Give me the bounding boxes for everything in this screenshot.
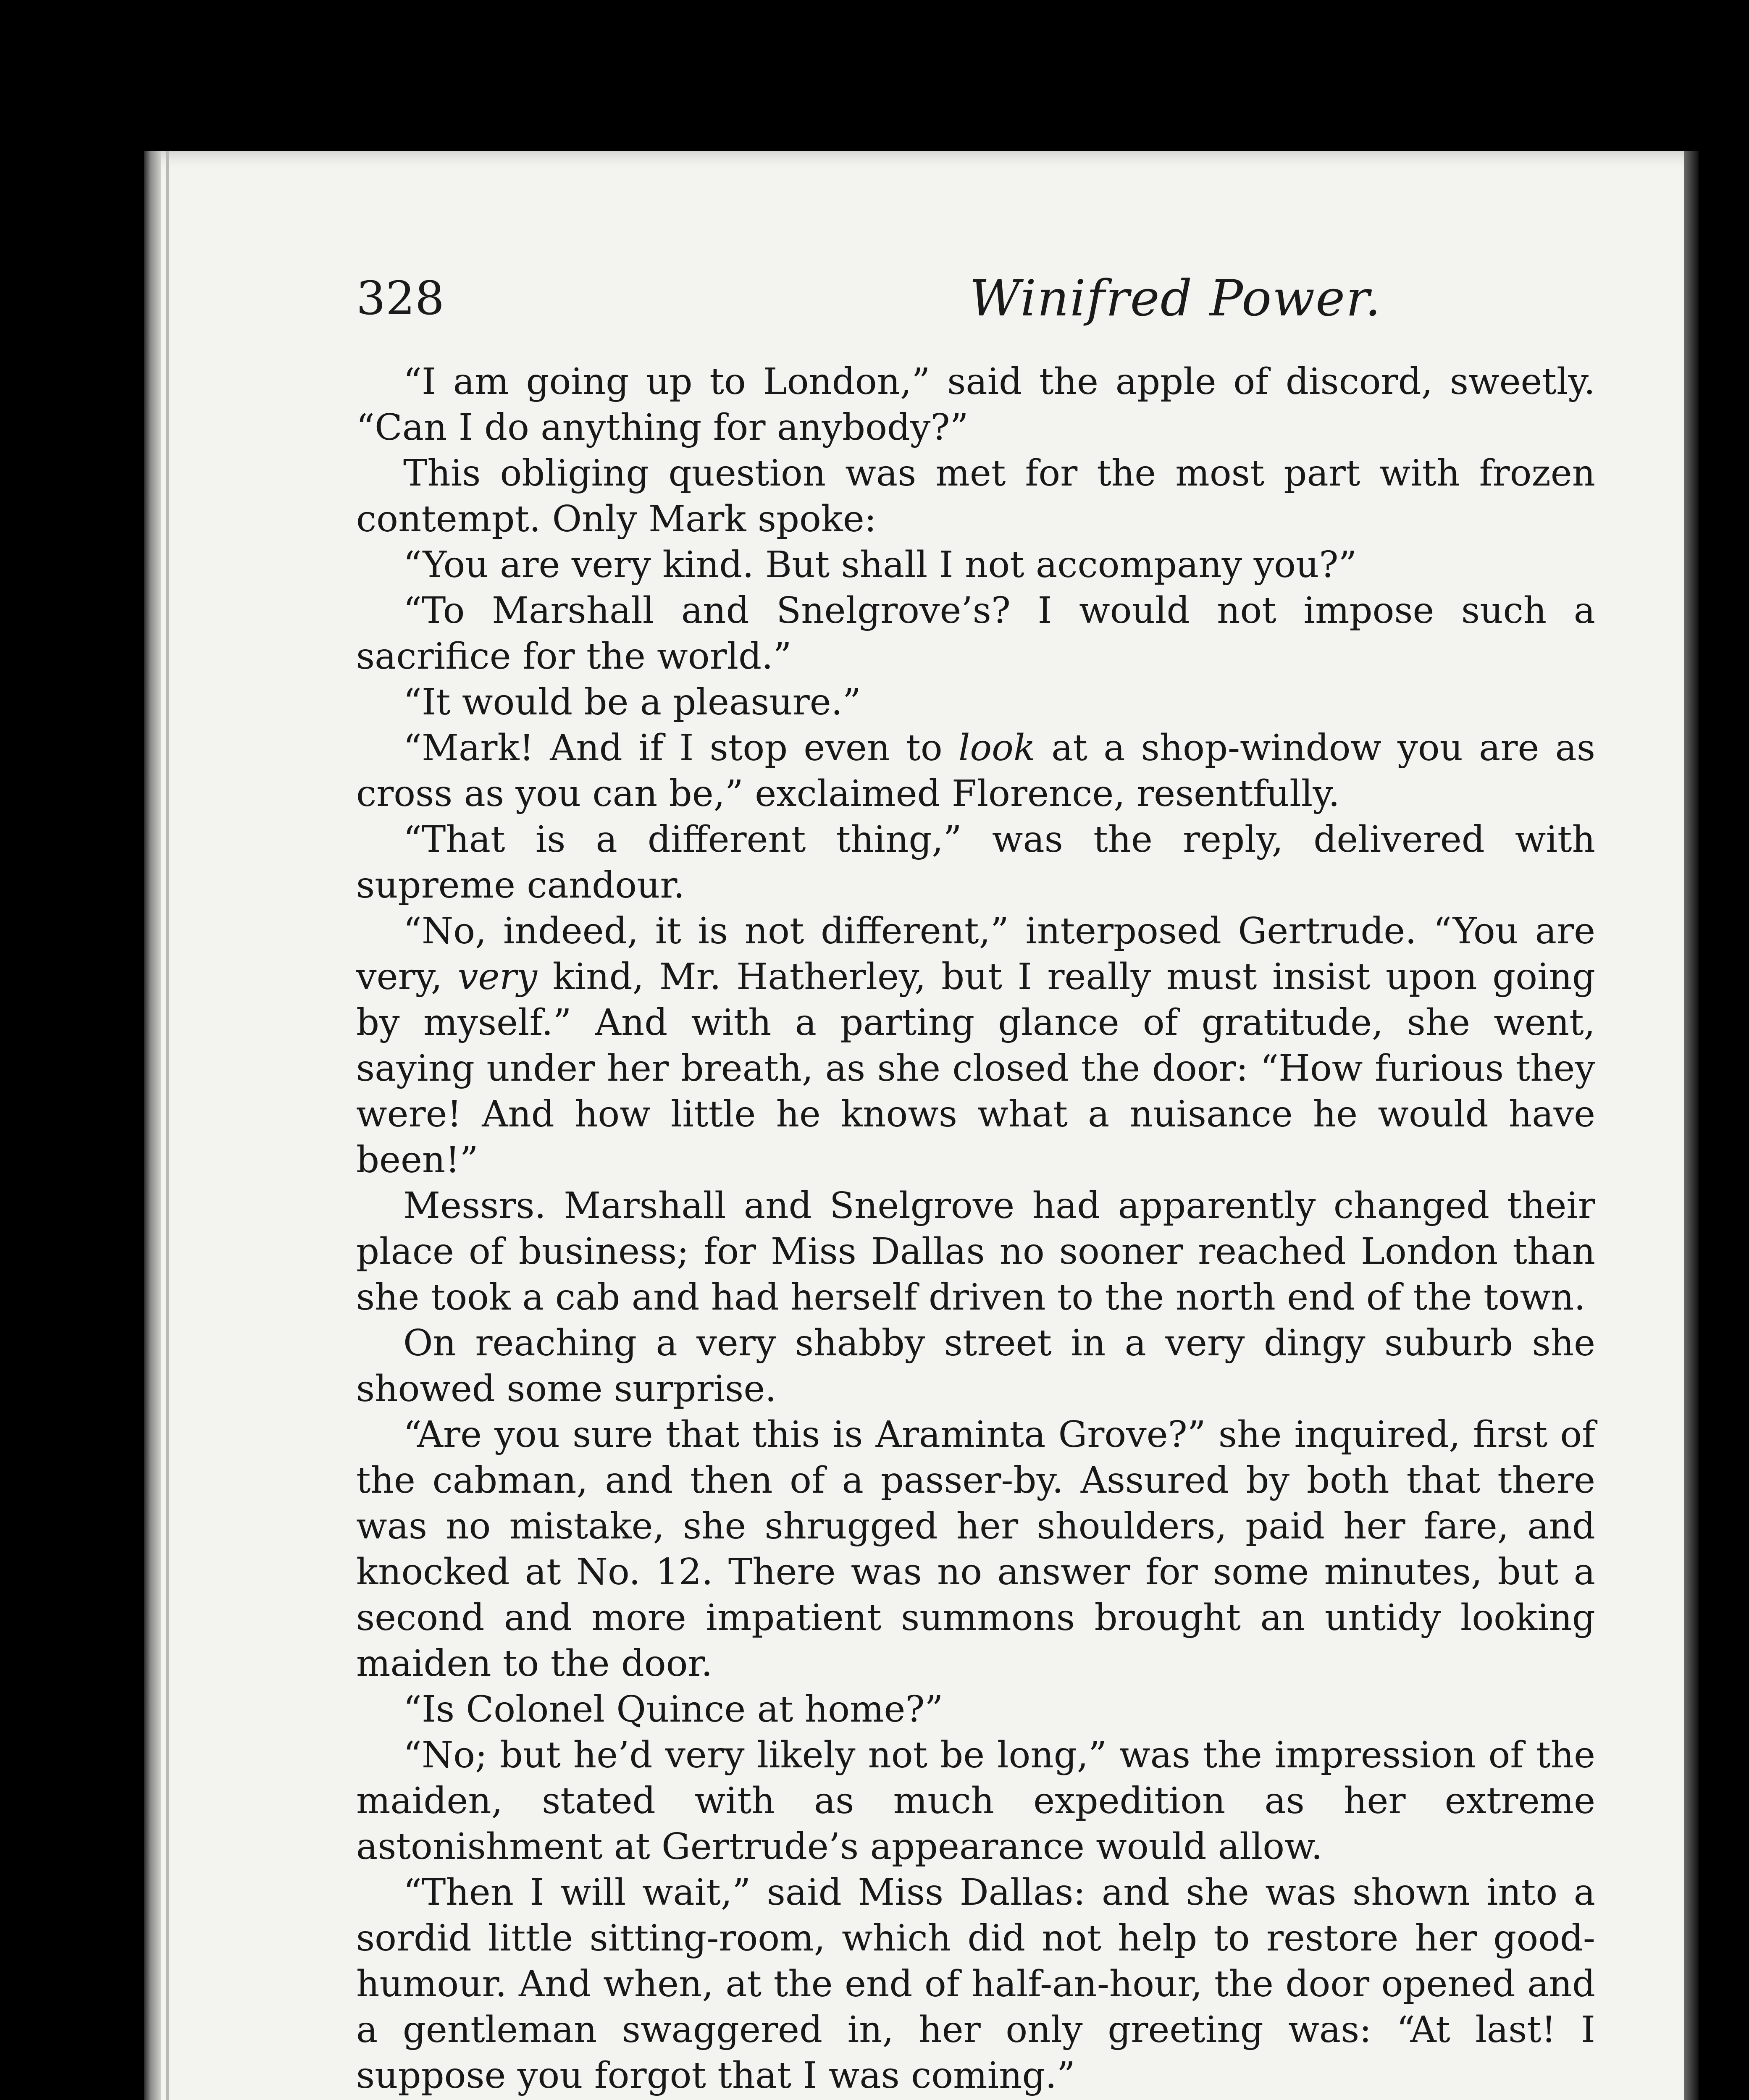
paragraph: On reaching a very shabby street in a very dingy suburb she showed some surprise.: [356, 1322, 1595, 1410]
running-header: [356, 260, 1699, 336]
paragraph: “Are you sure that this is Araminta Grove?” she inquired, first of the cabman, and then of a passer-by. Assured by both that there was no mistake, she shrugged her shoulders, paid her fare, and knocked at No. 12. There was no answer for some minutes, but a second and more impatient summons brought an untidy looking maiden to the door.: [356, 1414, 1595, 1685]
paragraph-text: “No, indeed, it is not different,” interposed Gertrude. “You are very,: [356, 910, 1595, 998]
paragraph: [356, 908, 1595, 1183]
paragraph: This obliging question was met for the most part with frozen contempt. Only Mark spoke:: [356, 452, 1595, 540]
paragraph: Messrs. Marshall and Snelgrove had apparently changed their place of business; for Miss Dallas no sooner reached London than she took a cab and had herself driven to the north end of the town.: [356, 1185, 1595, 1318]
paragraph-text: “Mark! And if I stop even to: [403, 727, 959, 769]
italic-emphasis: very: [457, 956, 537, 998]
paragraph-text: kind, Mr. Hatherley, but I really must insist upon going by myself.” And with a parting glance of gratitude, she went, saying under her breath, as she closed the door: “How furious they were! And how little he knows what a nuisance he would have been!”: [356, 956, 1595, 1181]
book-page: [144, 151, 1699, 2100]
paragraph: “That is a different thing,” was the reply, delivered with supreme candour.: [356, 819, 1595, 906]
paragraph: “Is Colonel Quince at home?”: [403, 1688, 943, 1730]
paragraph-text: at a shop-window you are as cross as you can be,” exclaimed Florence, resentfully.: [356, 727, 1595, 815]
page-gutter-shadow: [144, 151, 161, 2100]
italic-emphasis: look: [958, 727, 1035, 769]
paragraph: “No; but he’d very likely not be long,” was the impression of the maiden, stated with as much expedition as her extreme astonishment at Gertrude’s appearance would allow.: [356, 1734, 1595, 1868]
paragraph: “To Marshall and Snelgrove’s? I would not impose such a sacrifice for the world.”: [356, 590, 1595, 677]
page-right-edge: [1684, 151, 1699, 2100]
page-number: 328: [356, 271, 444, 325]
paragraph: “I am going up to London,” said the apple of discord, sweetly. “Can I do anything for anybody?”: [356, 361, 1595, 449]
body-text: [356, 359, 1595, 2100]
paragraph: “You are very kind. But shall I not accompany you?”: [403, 544, 1357, 586]
paragraph: “Then I will wait,” said Miss Dallas: and she was shown into a sordid little sitting-room, which did not help to restore her good-humour. And when, at the end of half-an-hour, the door opened and a gentleman swaggered in, her only greeting was: “At last! I suppose you forgot that I was coming.”: [356, 1872, 1595, 2097]
paragraph: “It would be a pleasure.”: [403, 681, 861, 723]
page-gutter-line: [166, 151, 169, 2100]
running-title: Winifred Power.: [969, 269, 1382, 327]
paragraph: [356, 725, 1595, 817]
